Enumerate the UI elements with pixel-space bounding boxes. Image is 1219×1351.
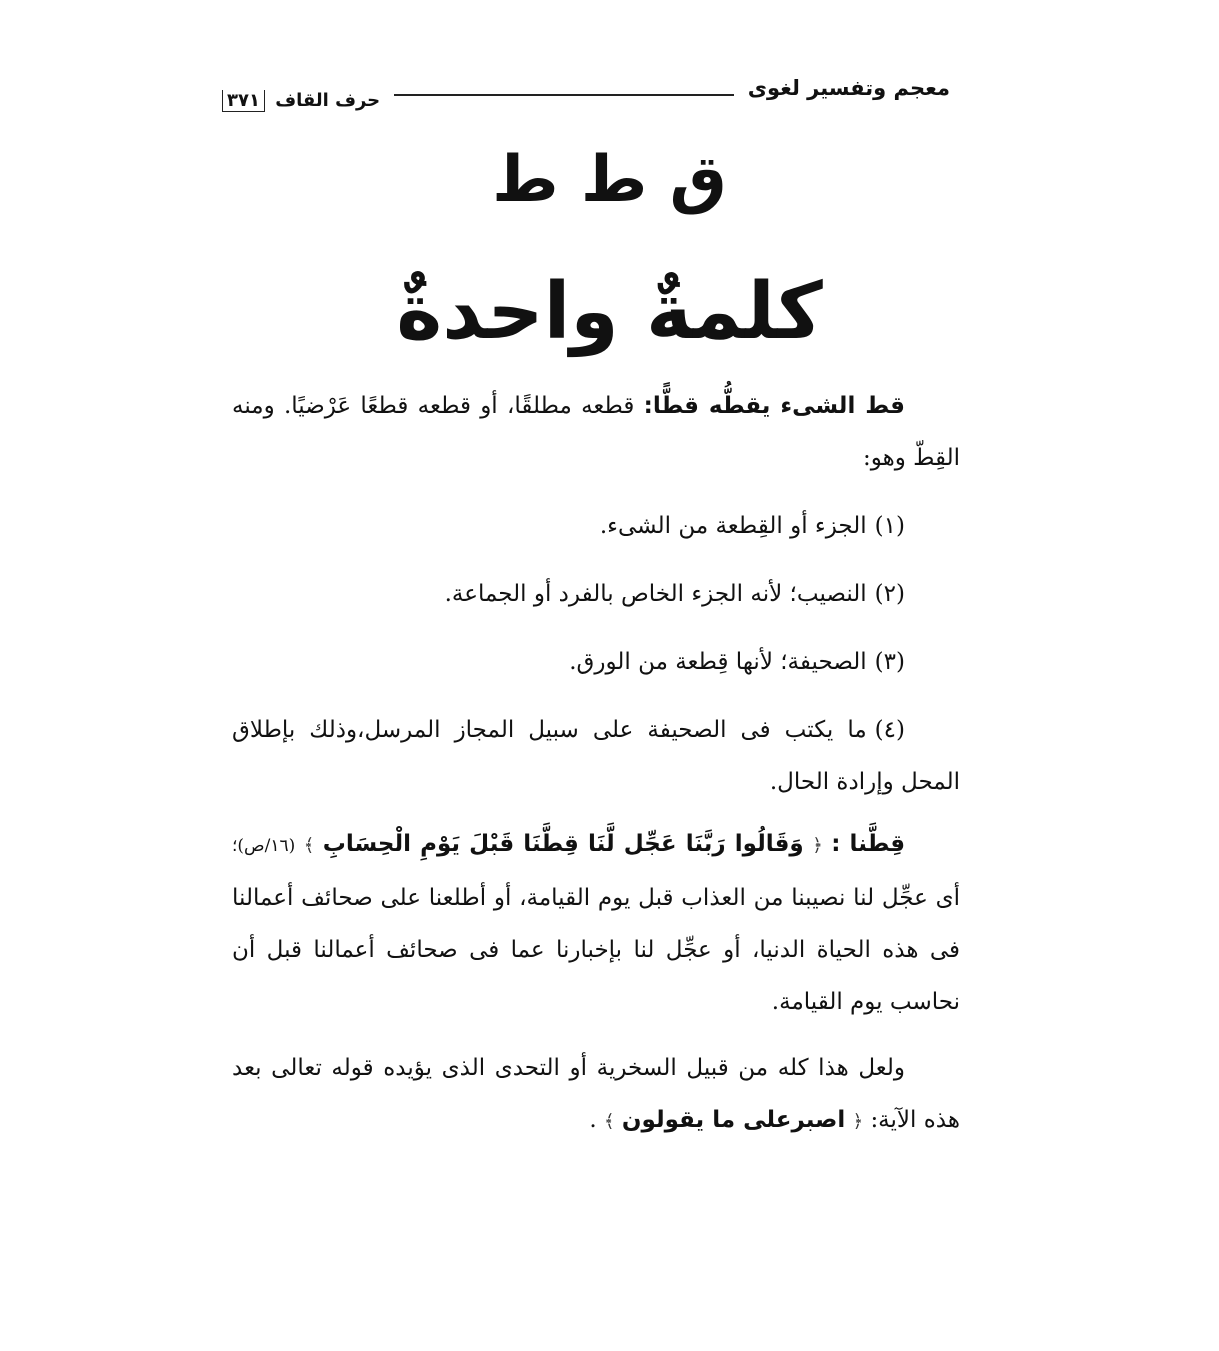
book-title: معجم وتفسير لغوى <box>747 76 950 100</box>
definition-text: النصيب؛ لأنه الجزء الخاص بالفرد أو الجماعة. <box>444 581 867 607</box>
intro-paragraph <box>232 380 960 484</box>
verse-close-bracket: ﴾ <box>303 835 315 856</box>
verse-paragraph <box>232 818 960 1028</box>
definition-4 <box>232 704 960 808</box>
quran-quote: وَقَالُوا رَبَّنَا عَجِّل لَّنَا قِطَّنَا قَبْلَ يَوْمِ الْحِسَابِ <box>322 831 804 857</box>
section-name: حرف القاف <box>275 90 381 111</box>
closing-open-bracket: ﴿ <box>852 1111 864 1132</box>
closing-quote: اصبرعلى ما يقولون <box>621 1107 846 1133</box>
verse-headword: قِطَّنا : <box>831 831 906 857</box>
definition-number: (٤) <box>874 717 905 743</box>
page-number: ٣٧١ <box>222 90 265 112</box>
entry-root <box>0 140 1219 220</box>
closing-text: ولعل هذا كله من قبيل السخرية أو التحدى الذى يؤيده قوله تعالى بعد هذه الآية: <box>232 1055 960 1133</box>
header-rule <box>394 94 734 96</box>
definition-2 <box>232 568 960 620</box>
verse-reference: (١٦/ص)؛ <box>232 836 296 856</box>
definition-text: الصحيفة؛ لأنها قِطعة من الورق. <box>569 649 867 675</box>
entry-body <box>232 380 960 1148</box>
definition-number: (٣) <box>874 649 905 675</box>
word-count-heading: كلمةٌ واحدةٌ <box>396 267 823 357</box>
running-header <box>222 74 950 114</box>
section-label <box>222 90 380 111</box>
intro-text: قطعه مطلقًا، أو قطعه قطعًا عَرْضيًا. ومنه القِطّ وهو: <box>232 393 960 471</box>
intro-headword: قط الشىء يقطُّه قطًّا: <box>643 393 905 419</box>
definition-number: (٢) <box>874 581 905 607</box>
definition-text: الجزء أو القِطعة من الشىء. <box>599 513 867 539</box>
root-letters: ق ط ط <box>492 143 727 217</box>
closing-end: . <box>589 1107 597 1133</box>
closing-paragraph <box>232 1042 960 1148</box>
verse-explanation: أى عجِّل لنا نصيبنا من العذاب قبل يوم القيامة، أو أطلعنا على صحائف أعمالنا فى هذه الحياة الدنيا، أو عجِّل لنا بإخبارنا عما فى صحائف أعمالنا قبل أن نحاسب يوم القيامة. <box>232 885 960 1015</box>
definition-1 <box>232 500 960 552</box>
definition-text: ما يكتب فى الصحيفة على سبيل المجاز المرسل،وذلك بإطلاق المحل وإرادة الحال. <box>232 717 960 795</box>
closing-close-bracket: ﴾ <box>604 1111 615 1132</box>
definition-3 <box>232 636 960 688</box>
definition-number: (١) <box>874 513 905 539</box>
verse-open-bracket: ﴿ <box>812 835 823 856</box>
